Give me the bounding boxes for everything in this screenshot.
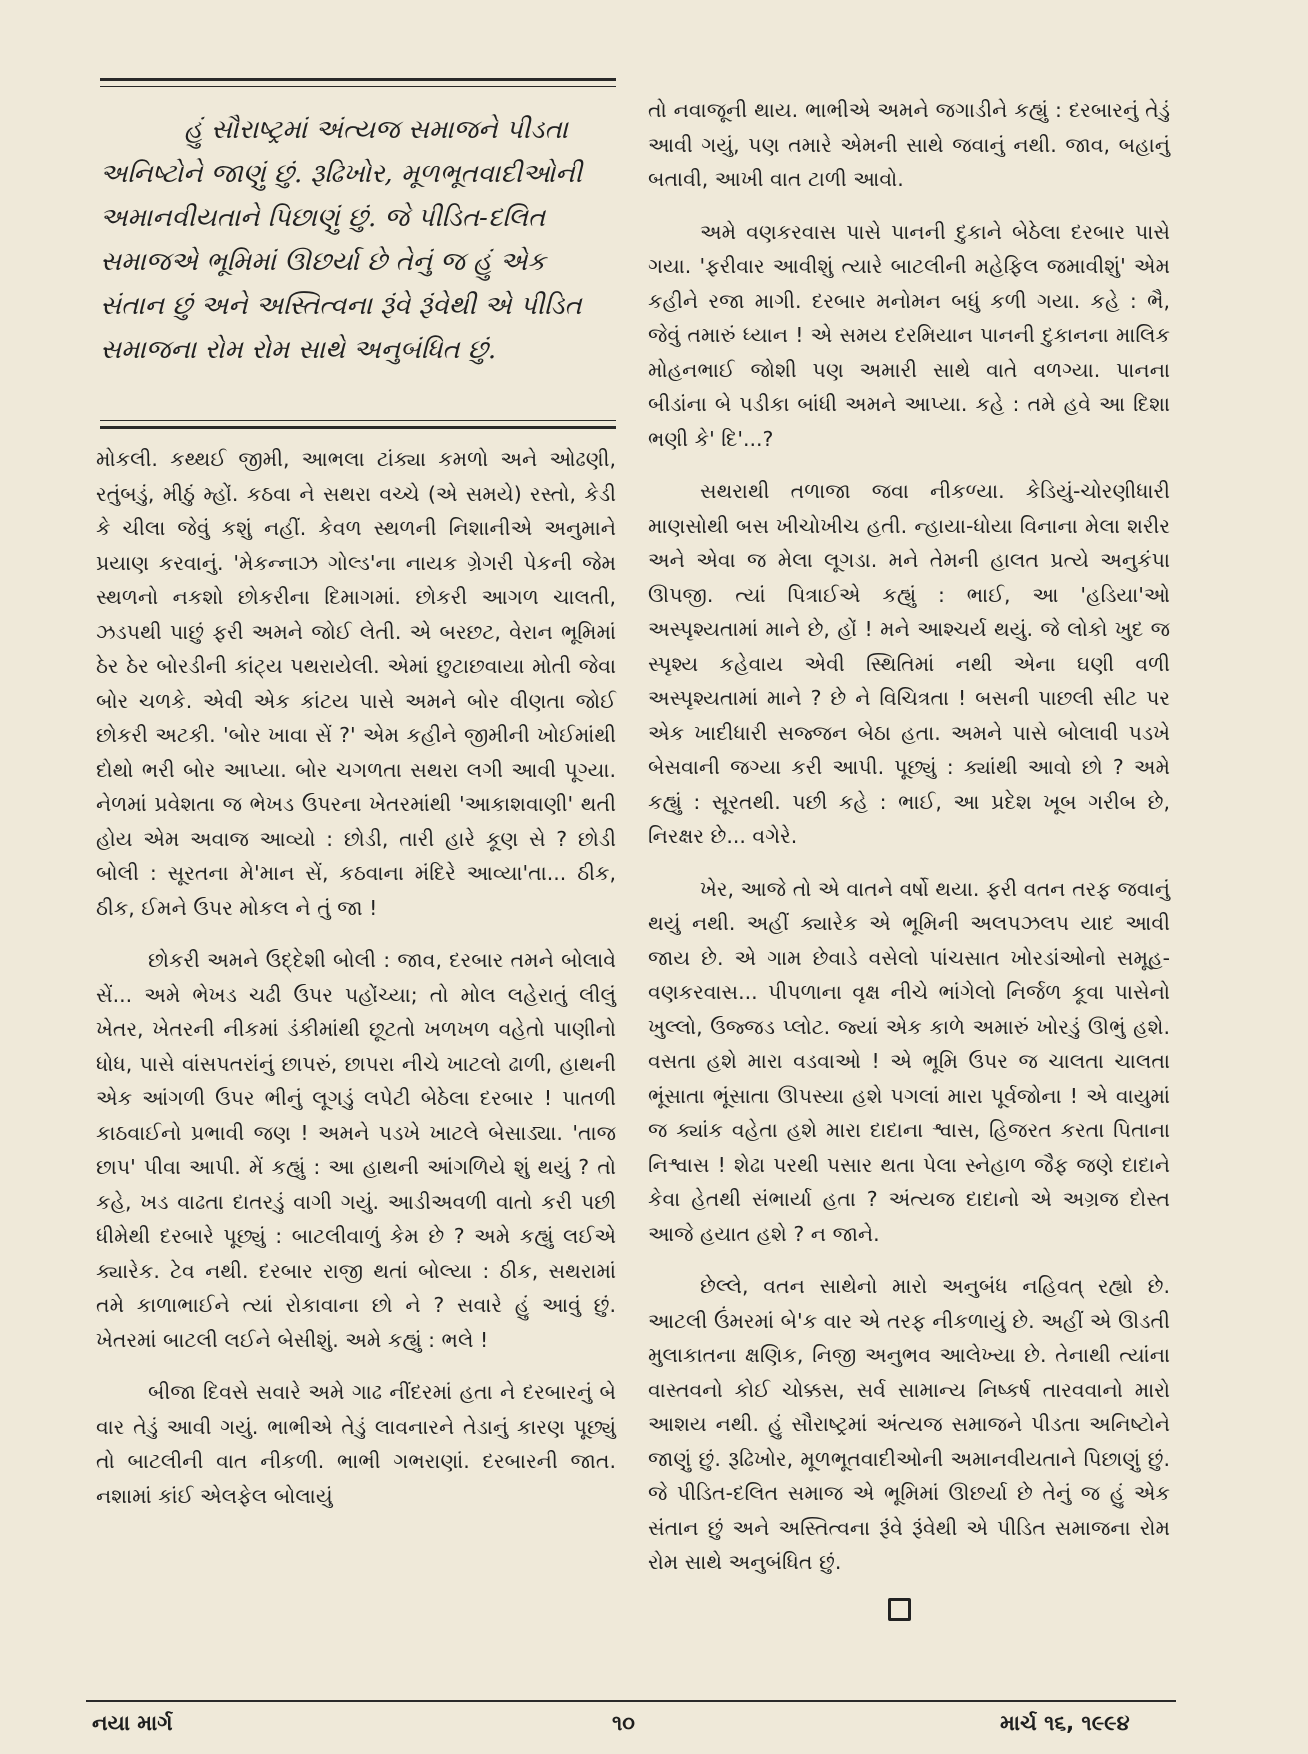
right-paragraph-3: સથરાથી તળાજા જવા નીકળ્યા. કેડિયું-ચોરણીધારી માણસોથી બસ ખીચોખીચ હતી. ન્હાયા-ધોયા વિનાના મેલા શરીર અને એવા જ મેલા લૂગડા. મને તેમની હાલત પ્રત્યે અનુકંપા ઊપજી. ત્યાં પિત્રાઈએ કહ્યું : ભાઈ, આ 'હડિયા'ઓ અસ્પૃશ્યતામાં માને છે, હોં ! મને આશ્ચર્ય થયું. જે લોકો ખુદ જ સ્પૃશ્ય કહેવાય એવી સ્થિતિમાં નથી એના ઘણી વળી અસ્પૃશ્યતામાં માને ? છે ને વિચિત્રતા ! બસની પાછલી સીટ પર એક ખાદીધારી સજ્જન બેઠા હતા. અમને પાસે બોલાવી પડખે બેસવાની જગ્યા કરી આપી. પૂછ્યું : ક્યાંથી આવો છો ? અમે કહ્યું : સૂરતથી. પછી કહે : ભાઈ, આ પ્રદેશ ખૂબ ગરીબ છે, નિરક્ષર છે... વગેરે.: [648, 479, 1170, 848]
pull-quote: [100, 108, 616, 372]
pull-quote-bottom-rule-thin: [100, 420, 616, 421]
left-column: [96, 442, 616, 1513]
end-of-article-mark: [888, 1598, 911, 1621]
left-paragraph-3: બીજા દિવસે સવારે અમે ગાઢ નીંદરમાં હતા ને દરબારનું બે વાર તેડું આવી ગયું. ભાભીએ તેડું લાવનારને તેડાનું કારણ પૂછ્યું તો બાટલીની વાત નીકળી. ભાભી ગભરાણાં. દરબારની જાત. નશામાં કાંઈ એલફેલ બોલાયું: [96, 1380, 616, 1508]
right-paragraph-4: ખેર, આજે તો એ વાતને વર્ષો થયા. ફરી વતન તરફ જવાનું થયું નથી. અહીં ક્યારેક એ ભૂમિની અલપઝલપ યાદ આવી જાય છે. એ ગામ છેવાડે વસેલો પાંચસાત ખોરડાંઓનો સમૂહ- વણકરવાસ... પીપળાના વૃક્ષ નીચે ભાંગેલો નિર્જળ કૂવા પાસેનો ખુલ્લો, ઉજ્જડ પ્લોટ. જ્યાં એક કાળે અમારું ખોરડું ઊભું હશે. વસતા હશે મારા વડવાઓ ! એ ભૂમિ ઉપર જ ચાલતા ચાલતા ભૂંસાતા ભૂંસાતા ઊપસ્યા હશે પગલાં મારા પૂર્વજોના ! એ વાયુમાં જ ક્યાંક વહેતા હશે મારા દાદાના શ્વાસ, હિજરત કરતા પિતાના નિશ્વાસ ! શેઢા પરથી પસાર થતા પેલા સ્નેહાળ જૈફ જણે દાદાને કેવા હેતથી સંભાર્યા હતા ? અંત્યજ દાદાનો એ અગ્રજ દોસ્ત આજે હયાત હશે ? ન જાને.: [648, 876, 1170, 1246]
pull-quote-bottom-rule: [100, 426, 616, 429]
footer-publication: નયા માર્ગ: [92, 1711, 173, 1735]
pull-quote-top-rule: [100, 78, 616, 81]
left-paragraph-1: મોકલી. કથ્થઈ જીમી, આભલા ટાંક્યા કમળો અને ઓઢણી, રતુંબડું, મીઠું મ્હોં. કઠવા ને સથરા વચ્ચે (એ સમયે) રસ્તો, કેડી કે ચીલા જેવું કશું નહીં. કેવળ સ્થળની નિશાનીએ અનુમાને પ્રયાણ કરવાનું. 'મેકન્નાઝ ગોલ્ડ'ના નાયક ગ્રેગરી પેકની જેમ સ્થળનો નકશો છોકરીના દિમાગમાં. છોકરી આગળ ચાલતી, ઝડપથી પાછું ફરી અમને જોઈ લેતી. એ બરછટ, વેરાન ભૂમિમાં ઠેર ઠેર બોરડીની કાંટ્ય પથરાયેલી. એમાં છુટાછવાયા મોતી જેવા બોર ચળકે. એવી એક કાંટય પાસે અમને બોર વીણતા જોઈ છોકરી અટકી. 'બોર ખાવા સેં ?' એમ કહીને જીમીની ખોઈમાંથી દોથો ભરી બોર આપ્યા. બોર ચગળતા સથરા લગી આવી પૂગ્યા. નેળમાં પ્રવેશતા જ ભેખડ ઉપરના ખેતરમાંથી 'આકાશવાણી' થતી હોય એમ અવાજ આવ્યો : છોડી, તારી હારે કૂણ સે ? છોડી બોલી : સૂરતના મે'માન સેં, કઠવાના મંદિરે આવ્યા'તા... ઠીક, ઠીક, ઈમને ઉપર મોકલ ને તું જા !: [96, 447, 616, 920]
footer-date: માર્ચ ૧૬, ૧૯૯૪: [1000, 1711, 1130, 1735]
pull-quote-top-rule-thin: [100, 86, 616, 87]
right-paragraph-2: અમે વણકરવાસ પાસે પાનની દુકાને બેઠેલા દરબાર પાસે ગયા. 'ફરીવાર આવીશું ત્યારે બાટલીની મહેફિલ જમાવીશું' એમ કહીને રજા માગી. દરબાર મનોમન બધું કળી ગયા. કહે : ભૈ, જેવું તમારું ધ્યાન ! એ સમય દરમિયાન પાનની દુકાનના માલિક મોહનભાઈ જોશી પણ અમારી સાથે વાતે વળગ્યા. પાનના બીડાંના બે પડીકા બાંધી અમને આપ્યા. કહે : તમે હવે આ દિશા ભણી કે' દિ'...?: [648, 219, 1170, 451]
left-paragraph-2: છોકરી અમને ઉદ્દેશી બોલી : જાવ, દરબાર તમને બોલાવે સેં... અમે ભેખડ ચઢી ઉપર પહોંચ્યા; તો મોલ લહેરાતું લીલું ખેતર, ખેતરની નીકમાં ડંકીમાંથી છૂટતો ખળખળ વહેતો પાણીનો ધોધ, પાસે વાંસપતરાંનું છાપરું, છાપરા નીચે ખાટલો ઢાળી, હાથની એક આંગળી ઉપર ભીનું લૂગડું લપેટી બેઠેલા દરબાર ! પાતળી કાઠવાઈનો પ્રભાવી જણ ! અમને પડખે ખાટલે બેસાડ્યા. 'તાજ છાપ' પીવા આપી. મેં કહ્યું : આ હાથની આંગળિયે શું થયું ? તો કહે, ખડ વાઢતા દાતરડું વાગી ગયું. આડીઅવળી વાતો કરી પછી ધીમેથી દરબારે પૂછ્યું : બાટલીવાળું કેમ છે ? અમે કહ્યું લઈએ ક્યારેક. ટેવ નથી. દરબાર રાજી થતાં બોલ્યા : ઠીક, સથરામાં તમે કાળાભાઈને ત્યાં રોકાવાના છો ને ? સવારે હું આવું છું. ખેતરમાં બાટલી લઈને બેસીશું. અમે કહ્યું : ભલે !: [96, 948, 616, 1352]
pull-quote-text: હું સૌરાષ્ટ્રમાં અંત્યજ સમાજને પીડતા અનિષ્ટોને જાણું છું. રૂઢિખોર, મૂળભૂતવાદીઓની અમાનવીયતાને પિછાણું છું. જે પીડિત-દલિત સમાજએ ભૂમિમાં ઊછર્યા છે તેનું જ હું એક સંતાન છું અને અસ્તિત્વના રૂંવે રૂંવેથી એ પીડિત સમાજના રોમ રોમ સાથે અનુબંધિત છું.: [100, 115, 583, 365]
right-column: [648, 93, 1170, 1580]
right-paragraph-5: છેલ્લે, વતન સાથેનો મારો અનુબંધ નહિવત્ રહ્યો છે. આટલી ઉંમરમાં બે'ક વાર એ તરફ નીકળાયું છે. અહીં એ ઊડતી મુલાકાતના ક્ષણિક, નિજી અનુભવ આલેખ્યા છે. તેનાથી ત્યાંના વાસ્તવનો કોઈ ચોક્કસ, સર્વ સામાન્ય નિષ્કર્ષ તારવવાનો મારો આશય નથી. હું સૌરાષ્ટ્રમાં અંત્યજ સમાજને પીડતા અનિષ્ટોને જાણું છું. રૂઢિખોર, મૂળભૂતવાદીઓની અમાનવીયતાને પિછાણું છું. જે પીડિત-દલિત સમાજ એ ભૂમિમાં ઊછર્યા છે તેનું જ હું એક સંતાન છું અને અસ્તિત્વના રૂંવે રૂંવેથી એ પીડિત સમાજના રોમ રોમ સાથે અનુબંધિત છું.: [648, 1274, 1170, 1574]
footer-page-number: ૧૦: [612, 1711, 635, 1735]
right-paragraph-1: તો નવાજૂની થાય. ભાભીએ અમને જગાડીને કહ્યું : દરબારનું તેડું આવી ગયું, પણ તમારે એમની સાથે જવાનું નથી. જાવ, બહાનું બતાવી, આખી વાત ટાળી આવો.: [648, 98, 1170, 191]
footer-rule: [86, 1700, 1176, 1702]
